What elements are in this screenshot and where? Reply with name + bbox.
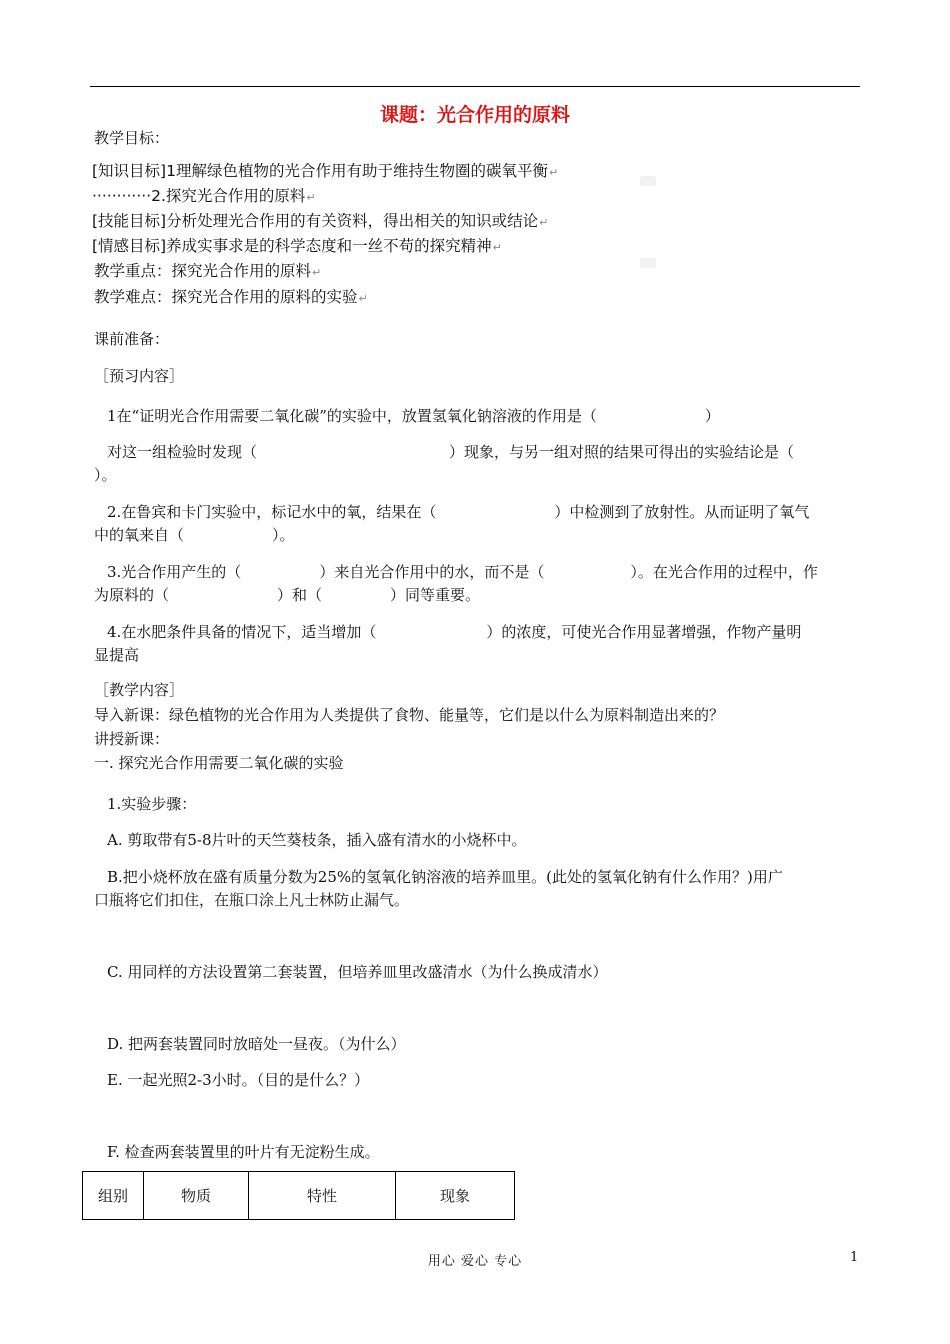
watermark-mark: [640, 176, 656, 186]
page-number: 1: [850, 1250, 859, 1265]
step-d: D. 把两套装置同时放暗处一昼夜。（为什么）: [107, 1035, 406, 1053]
table-header-cell: 组别: [83, 1172, 144, 1220]
steps-heading: 1.实验步骤：: [107, 795, 197, 813]
objective-skill: [技能目标]分析处理光合作用的有关资料，得出相关的知识或结论↵: [92, 212, 549, 230]
prep-heading: 课前准备：: [94, 330, 170, 348]
page-title: 课题：光合作用的原料: [379, 104, 570, 126]
step-c: C. 用同样的方法设置第二套装置，但培养皿里改盛清水（为什么换成清水）: [107, 963, 608, 981]
footer-motto: 用心 爱心 专心: [427, 1254, 523, 1269]
table-header-cell: 现象: [396, 1172, 515, 1220]
step-a: A. 剪取带有5-8片叶的天竺葵枝条，插入盛有清水的小烧杯中。: [107, 831, 527, 849]
observation-table: [82, 1171, 515, 1220]
question-2-line-2: 中的氧来自（ ）。: [94, 526, 295, 544]
table-header-row: [83, 1172, 515, 1220]
step-b-line-2: 口瓶将它们扣住，在瓶口涂上凡士林防止漏气。: [94, 891, 410, 909]
intro-text: 导入新课：绿色植物的光合作用为人类提供了食物、能量等，它们是以什么为原料制造出来的？: [94, 706, 725, 724]
question-1-line-3: ）。: [94, 466, 117, 484]
lecture-heading: 讲授新课：: [94, 730, 170, 748]
question-3-line-2: 为原料的（ ）和（ ）同等重要。: [94, 586, 481, 604]
objective-knowledge: [知识目标]1理解绿色植物的光合作用有助于维持生物圈的碳氧平衡↵: [92, 162, 559, 180]
header-rule: [90, 86, 860, 87]
table-header-cell: 特性: [249, 1172, 396, 1220]
question-2-line-1: 2.在鲁宾和卡门实验中，标记水中的氧，结果在（ ）中检测到了放射性。从而证明了氧气: [107, 503, 810, 521]
step-e: E. 一起光照2-3小时。（目的是什么？）: [107, 1071, 370, 1089]
section-1-heading: 一. 探究光合作用需要二氧化碳的实验: [94, 754, 344, 772]
objective-knowledge-2: ············2.探究光合作用的原料↵: [92, 187, 316, 205]
watermark-mark: [640, 258, 656, 268]
difficulty-point: 教学难点：探究光合作用的原料的实验↵: [94, 288, 368, 306]
preview-heading: ［预习内容］: [94, 367, 185, 385]
step-f: F. 检查两套装置里的叶片有无淀粉生成。: [107, 1143, 380, 1161]
teaching-heading: ［教学内容］: [94, 681, 185, 699]
objectives-heading: 教学目标：: [94, 129, 170, 147]
step-b-line-1: B.把小烧杯放在盛有质量分数为25%的氢氧化钠溶液的培养皿里。(此处的氢氧化钠有什么作用？)用广: [107, 868, 783, 886]
objective-emotion: [情感目标]养成实事求是的科学态度和一丝不苟的探究精神↵: [92, 237, 502, 255]
question-1-line-2: 对这一组检验时发现（ ）现象，与另一组对照的结果可得出的实验结论是（: [107, 443, 795, 461]
question-4-line-2: 显提高: [94, 646, 140, 664]
question-1-line-1: 1在“证明光合作用需要二氧化碳”的实验中，放置氢氧化钠溶液的作用是（ ）: [107, 407, 720, 425]
question-4-line-1: 4.在水肥条件具备的情况下，适当增加（ ）的浓度，可使光合作用显著增强，作物产量明: [107, 623, 802, 641]
table-header-cell: 物质: [144, 1172, 249, 1220]
key-point: 教学重点：探究光合作用的原料↵: [94, 262, 322, 280]
question-3-line-1: 3.光合作用产生的（ ）来自光合作用中的水，而不是（ ）。在光合作用的过程中，作: [107, 563, 818, 581]
